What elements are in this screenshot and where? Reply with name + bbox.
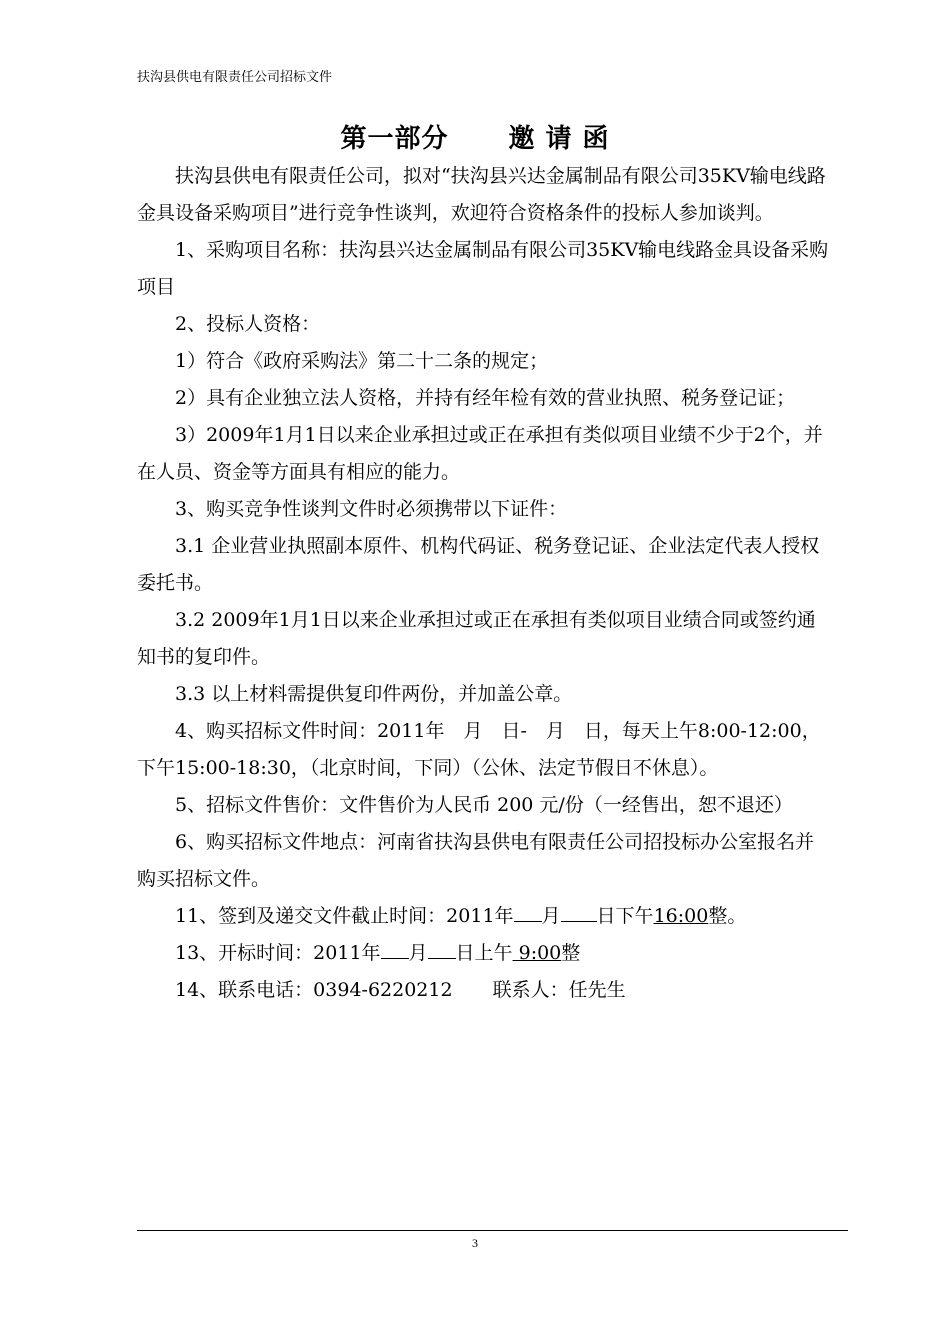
morning-label: 日上午 [455,942,513,964]
blank-field [514,901,542,922]
purchase-time-paragraph: 4、购买招标文件时间：2011年 月 日- 月 日，每天上午8:00-12:00，下午15:00-18:30，（北京时间，下同）（公休、法定节假日不休息）。 [137,720,821,779]
title-name: 邀 请 函 [508,124,610,154]
required-document-3-3: 3.3 以上材料需提供复印件两份，并加盖公章。 [175,683,573,705]
opening-label: 13、开标时间：2011年 [175,942,381,964]
month-unit: 月 [541,905,561,927]
afternoon-label: 日下午 [596,905,654,927]
opening-suffix: 整 [561,942,581,964]
project-name-paragraph: 1、采购项目名称：扶沟县兴达金属制品有限公司35KV输电线路金具设备采购项目 [137,239,829,298]
title-part: 第一部分 [340,124,449,154]
deadline-suffix: 整。 [708,905,747,927]
required-document-3-1: 3.1 企业营业执照副本原件、机构代码证、税务登记证、企业法定代表人授权委托书。 [137,535,820,594]
contact-person: 联系人：任先生 [492,979,626,1001]
bid-opening-paragraph [137,935,831,972]
submission-deadline-paragraph [137,898,831,935]
required-document-3-2: 3.2 2009年1月1日以来企业承担过或正在承担有类似项目业绩合同或签约通知书的复印件。 [137,609,816,668]
month-unit: 月 [408,942,428,964]
document-title [0,118,950,155]
blank-field [381,938,409,959]
footer-divider [137,1230,848,1231]
document-body [137,158,831,1009]
deadline-time: 16:00 [653,905,709,927]
page-header: 扶沟县供电有限责任公司招标文件 [137,70,333,85]
deadline-label: 11、签到及递交文件截止时间：2011年 [175,905,514,927]
blank-field [428,938,456,959]
qualification-item-1: 1）符合《政府采购法》第二十二条的规定； [175,350,549,372]
required-documents-heading: 3、购买竞争性谈判文件时必须携带以下证件： [175,498,568,520]
document-price-paragraph: 5、招标文件售价：文件售价为人民币 200 元/份（一经售出，恕不退还） [175,794,793,816]
contact-paragraph [137,972,831,1009]
qualification-item-2: 2）具有企业独立法人资格，并持有经年检有效的营业执照、税务登记证； [175,387,796,409]
opening-time: 9:00 [512,942,562,964]
blank-field [561,901,597,922]
bidder-qualification-heading: 2、投标人资格： [175,313,321,335]
page-number: 3 [472,1236,478,1250]
qualification-item-3: 3）2009年1月1日以来企业承担过或正在承担有类似项目业绩不少于2个，并在人员、资金等方面具有相应的能力。 [137,424,823,483]
contact-phone: 14、联系电话：0394-6220212 [175,979,453,1001]
intro-paragraph: 扶沟县供电有限责任公司，拟对“扶沟县兴达金属制品有限公司35KV输电线路金具设备采购项目”进行竞争性谈判，欢迎符合资格条件的投标人参加谈判。 [137,165,826,224]
purchase-location-paragraph: 6、购买招标文件地点：河南省扶沟县供电有限责任公司招投标办公室报名并购买招标文件。 [137,831,815,890]
